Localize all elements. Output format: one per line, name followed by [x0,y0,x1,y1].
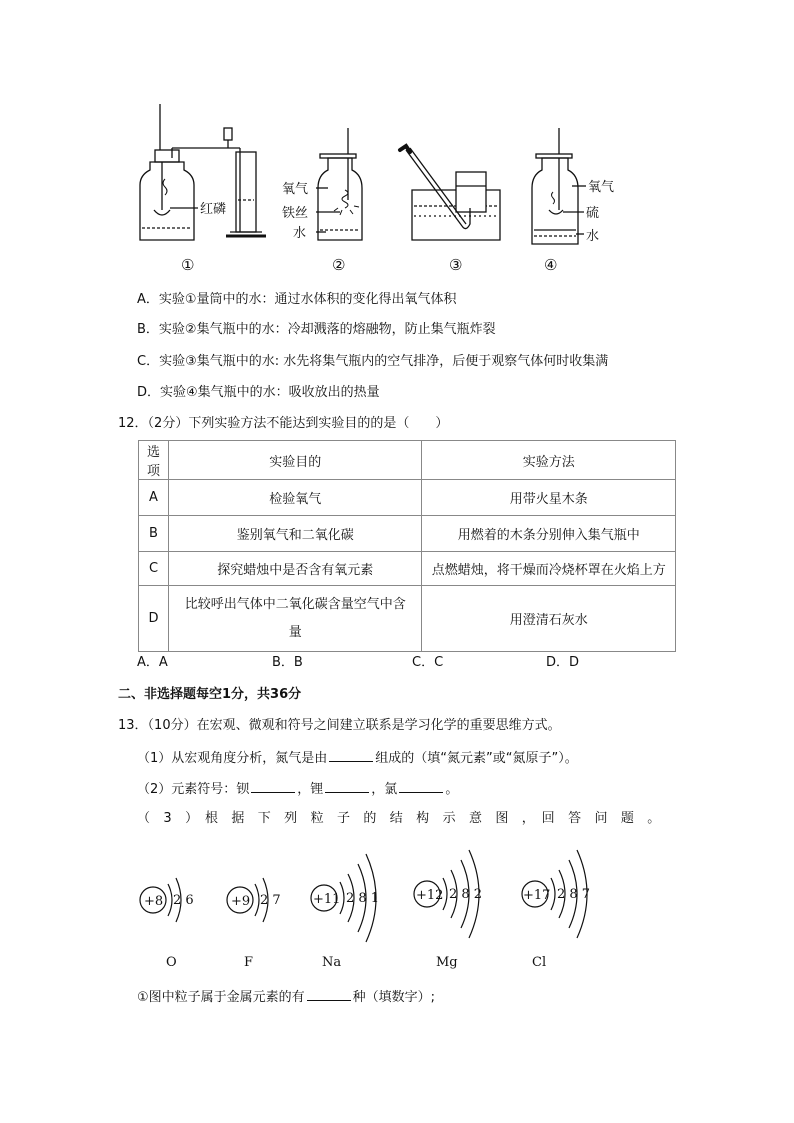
nucleus-chlorine: +17 [523,888,551,903]
symbol-sodium: Na [322,955,342,970]
q13-sub-1-text: ①图中粒子属于金属元素的有 [137,990,305,1005]
atom-structure-diagrams [0,840,794,980]
nucleus-magnesium: +12 [416,888,444,903]
nucleus-sodium: +11 [313,892,341,907]
symbol-oxygen: O [166,955,177,970]
q11-option-d: D．实验④集气瓶中的水：吸收放出的热量 [137,385,380,400]
apparatus-2-iron-wire-jar [316,128,362,240]
nucleus-oxygen: +8 [144,894,164,909]
q12-table [138,440,676,652]
q13-sub-1 [137,987,435,1007]
shells-magnesium: 2 8 2 [449,887,483,902]
symbol-magnesium: Mg [436,955,458,970]
symbol-chlorine: Cl [532,955,547,970]
row-option: D [139,586,169,652]
label-water-2: 水 [293,226,307,241]
q12-choice-a: A．A [137,655,168,670]
q13-part-3: （ 3 ） 根 据 下 列 粒 子 的 结 构 示 意 图 ， 回 答 问 题 。 [137,811,661,826]
header-method: 实验方法 [422,441,676,480]
row-method: 用带火星木条 [422,480,676,516]
q13-part-1 [137,748,578,768]
q11-option-a: A．实验①量筒中的水：通过水体积的变化得出氧气体积 [137,292,457,307]
row-purpose-line1: 比较呼出气体中二氧化碳含量空气中含 [184,596,406,612]
row-purpose: 检验氧气 [168,480,421,516]
apparatus-1-phosphorus-jar [140,104,266,240]
apparatus-3-water-trough [400,146,500,240]
row-option: B [139,516,169,552]
row-purpose: 鉴别氧气和二氧化碳 [168,516,421,552]
answer-blank-chlorine[interactable] [399,779,443,793]
table-row [139,480,676,516]
label-red-phosphorus: 红磷 [200,202,227,217]
section-2-title: 二、非选择题每空1分，共36分 [118,687,302,702]
shells-chlorine: 2 8 7 [557,887,591,902]
label-iron-wire: 铁丝 [282,206,309,221]
symbol-fluorine: F [244,955,254,970]
label-oxygen-2: 氧气 [282,182,309,197]
header-option: 选项 [139,441,169,480]
q13-part-2-end: 。 [445,782,459,797]
shells-oxygen: 2 6 [173,893,194,908]
q13-part-1-text-end: 组成的（填“氮元素”或“氮原子”）。 [375,751,578,766]
nucleus-fluorine: +9 [231,894,251,909]
experiment-apparatus-figure [0,0,794,280]
label-sulfur: 硫 [586,206,600,221]
label-oxygen-4: 氧气 [588,180,615,195]
table-header-row [139,441,676,480]
apparatus-4-sulfur-jar [532,128,586,244]
table-row [139,516,676,552]
q12-choice-d: D．D [546,655,580,670]
q11-option-b: B．实验②集气瓶中的水：冷却溅落的熔融物，防止集气瓶炸裂 [137,322,496,337]
q13-part-2-text: （2）元素符号：钡 [137,782,250,797]
circled-number-3: ③ [449,256,463,274]
answer-blank-barium[interactable] [251,779,295,793]
q11-option-c: C．实验③集气瓶中的水: 水先将集气瓶内的空气排净，后便于观察气体何时收集满 [137,354,609,369]
q12-choice-b: B．B [272,655,303,670]
q13-part-1-text: （1）从宏观角度分析，氮气是由 [137,751,328,766]
row-method: 用澄清石灰水 [422,586,676,652]
q13-part-2 [137,779,458,799]
q12-choice-c: C．C [412,655,444,670]
row-method: 点燃蜡烛，将干燥而冷烧杯罩在火焰上方 [422,552,676,586]
circled-number-1: ① [181,256,195,274]
q13-part-2-lithium: ，锂 [297,782,324,797]
q12-stem: 12．（2分）下列实验方法不能达到实验目的的是（ ） [118,416,449,431]
row-option: A [139,480,169,516]
row-purpose [168,586,421,652]
answer-blank[interactable] [329,748,373,762]
answer-blank-lithium[interactable] [325,779,369,793]
table-row [139,586,676,652]
q13-part-2-chlorine: ，氯 [371,782,398,797]
q13-stem: 13．（10分）在宏观、微观和符号之间建立联系是学习化学的重要思维方式。 [118,718,561,733]
table-row [139,552,676,586]
shells-fluorine: 2 7 [260,893,281,908]
q13-sub-1-text-end: 种（填数字）; [352,990,436,1005]
label-water-4: 水 [586,229,600,244]
row-option: C [139,552,169,586]
circled-number-4: ④ [544,256,558,274]
header-purpose: 实验目的 [168,441,421,480]
shells-sodium: 2 8 1 [346,891,380,906]
circled-number-2: ② [332,256,346,274]
answer-blank-metal-count[interactable] [307,987,351,1001]
row-purpose: 探究蜡烛中是否含有氧元素 [168,552,421,586]
row-purpose-line2: 量 [288,624,302,640]
row-method: 用燃着的木条分别伸入集气瓶中 [422,516,676,552]
